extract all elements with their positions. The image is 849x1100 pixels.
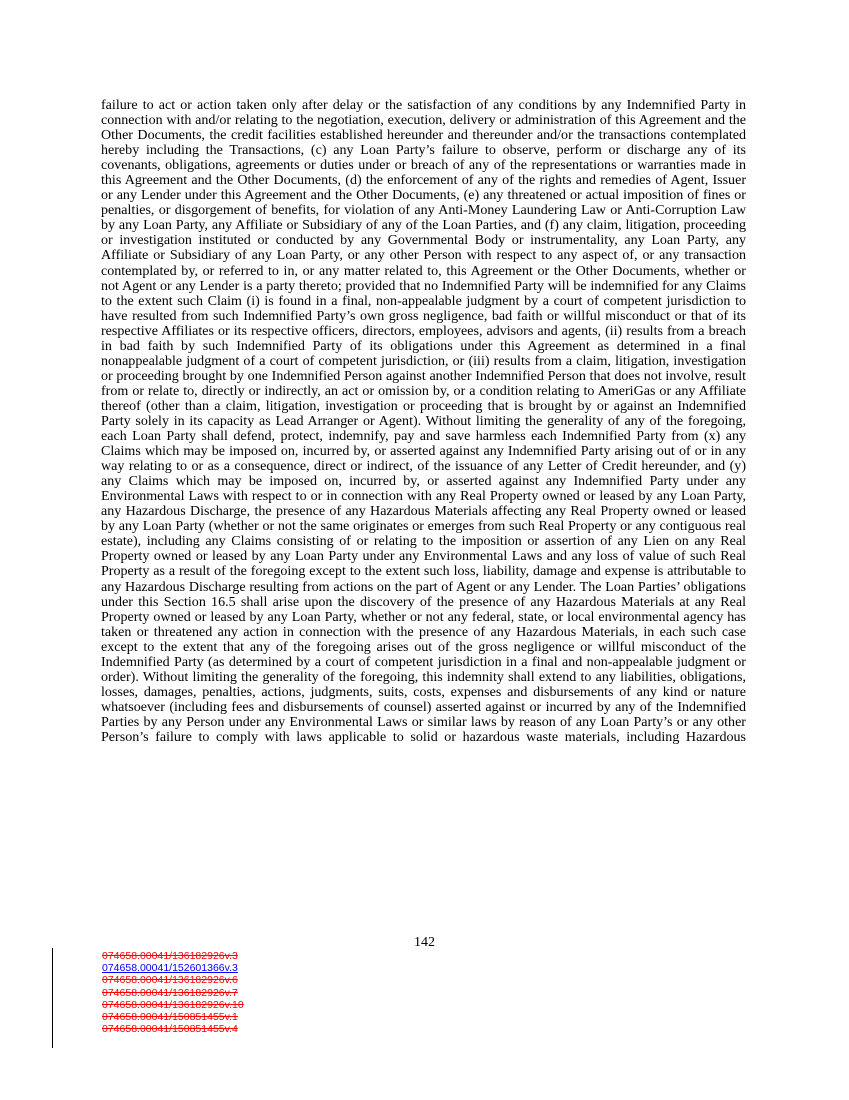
document-id: 074658.00041/136182926v.6 bbox=[102, 974, 238, 987]
document-id: 074658.00041/150851455v.1 bbox=[102, 1011, 238, 1024]
document-id: 074658.00041/136182926v.3 bbox=[102, 950, 238, 962]
revision-change-bar bbox=[52, 948, 53, 1048]
document-id: 074658.00041/152601366v.3 bbox=[102, 962, 238, 975]
page-number: 142 bbox=[414, 935, 435, 950]
document-id: 074658.00041/150851455v.4 bbox=[102, 1023, 238, 1036]
document-id: 074658.00041/136182926v.7 bbox=[102, 986, 238, 999]
body-paragraph: failure to act or action taken only after delay or the satisfaction of any conditions by any Indemnified Party in connection with and/or relating to the negotiation, execution, delivery or administration of this Agreement and the Other Documents, the credit facilities established hereunder and thereunder and/or the transactions contemplated hereby including the Transactions, (c) any Loan Party’s failure to observe, perform or discharge any of its covenants, obligations, agreements or duties under or breach of any of the representations or warranties made in this Agreement and the Other Documents, (d) the enforcement of any of the rights and remedies of Agent, Issuer or any Lender under this Agreement and the Other Documents, (e) any threatened or actual imposition of fines or penalties, or disgorgement of benefits, for violation of any Anti-Money Laundering Law or Anti-Corruption Law by any Loan Party, any Affiliate or Subsidiary of any of the Loan Parties, and (f) any claim, litigation, proceeding or investigation instituted or conducted by any Governmental Body or instrumentality, any Loan Party, any Affiliate or Subsidiary of any Loan Party, or any other Person with respect to any aspect of, or any transaction contemplated by, or referred to in, or any matter related to, this Agreement or the Other Documents, whether or not Agent or any Lender is a party thereto; provided that no Indemnified Party will be indemnified for any Claims to the extent such Claim (i) is found in a final, non-appealable judgment by a court of competent jurisdiction to have resulted from such Indemnified Party’s own gross negligence, bad faith or willful misconduct or that of its respective Affiliates or its respective officers, directors, employees, advisors and agents, (ii) results from a breach in bad faith by such Indemnified Party of its obligations under this Agreement as determined in a final nonappealable judgment of a court of competent jurisdiction, or (iii) results from a claim, litigation, investigation or proceeding brought by one Indemnified Person against another Indemnified Person that does not involve, result from or relate to, directly or indirectly, an act or omission by, or a condition relating to AmeriGas or any Affiliate thereof (other than a claim, litigation, investigation or proceeding that is brought by or against an Indemnified Party solely in its capacity as Lead Arranger or Agent). Without limiting the generality of any of the foregoing, each Loan Party shall defend, protect, indemnify, pay and save harmless each Indemnified Party from (x) any Claims which may be imposed on, incurred by, or asserted against any Indemnified Party arising out of or in any way relating to or as a consequence, direct or indirect, of the issuance of any Letter of Credit hereunder, and (y) any Claims which may be imposed on, incurred by, or asserted against any Indemnified Party under any Environmental Laws with respect to or in connection with any Real Property owned or leased by any Loan Party, any Hazardous Discharge, the presence of any Hazardous Materials affecting any Real Property owned or leased by any Loan Party (whether or not the same originates or emerges from such Real Property or any contiguous real estate), including any Claims consisting of or relating to the imposition or assertion of any Lien on any Real Property owned or leased by any Loan Party under any Environmental Laws and any loss of value of such Real Property as a result of the foregoing except to the extent such loss, liability, damage and expense is attributable to any Hazardous Discharge resulting from actions on the part of Agent or any Lender. The Loan Parties’ obligations under this Section 16.5 shall arise upon the discovery of the presence of any Hazardous Materials at any Real Property owned or leased by any Loan Party, whether or not any federal, state, or local environmental agency has taken or threatened any action in connection with the presence of any Hazardous Materials, in each such case except to the extent that any of the foregoing arises out of the gross negligence or willful misconduct of the Indemnified Party (as determined by a court of competent jurisdiction in a final and non-appealable judgment or order). Without limiting the generality of the foregoing, this indemnity shall extend to any liabilities, obligations, losses, damages, penalties, actions, judgments, suits, costs, expenses and disbursements of any kind or nature whatsoever (including fees and disbursements of counsel) asserted against or incurred by any of the Indemnified Parties by any Person under any Environmental Laws or similar laws by reason of any Loan Party’s or any other Person’s failure to comply with laws applicable to solid or hazardous waste materials, including Hazardous bbox=[101, 97, 746, 745]
document-id-list bbox=[102, 950, 244, 1035]
document-id: 074658.00041/136182926v.10 bbox=[102, 998, 244, 1011]
